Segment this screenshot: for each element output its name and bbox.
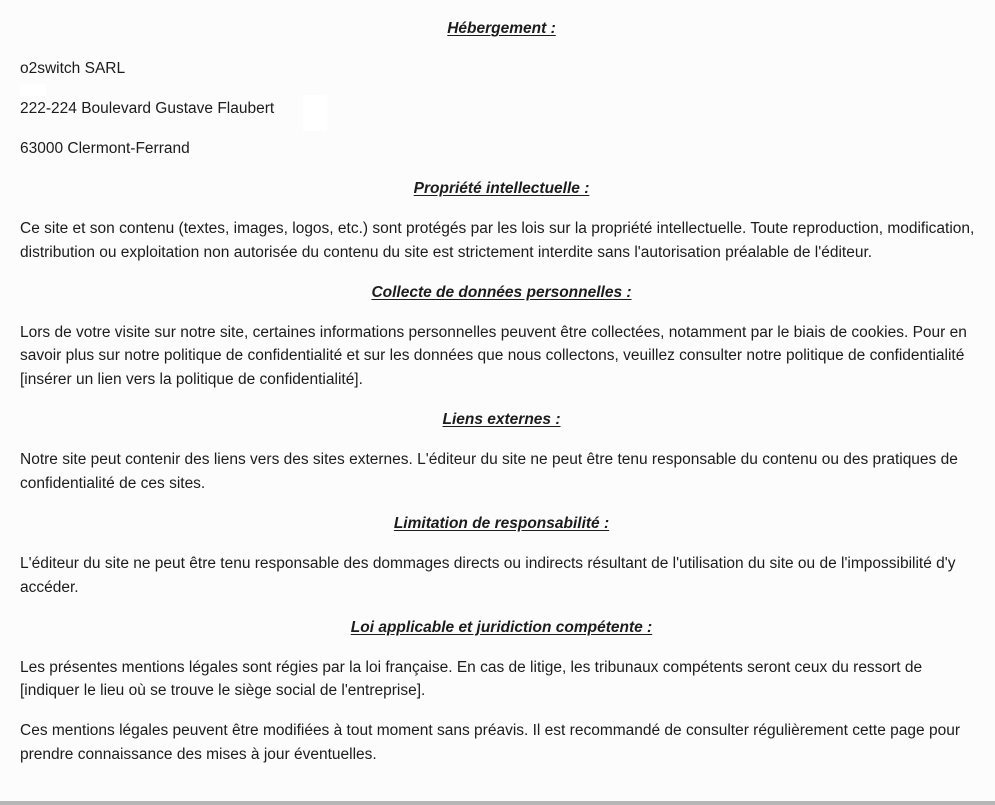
heading-hebergement: Hébergement :: [447, 20, 556, 37]
heading-loi-applicable: Loi applicable et juridiction compétente :: [350, 618, 653, 636]
bottom-border: [0, 801, 995, 805]
heading-liens-externes: Liens externes :: [442, 411, 561, 429]
host-name-line: o2switch SARL: [20, 60, 126, 77]
paragraph-propriete-intellectuelle: Ce site et son contenu (textes, images, logos, etc.) sont protégés par les lois sur la propriété intellectuelle. Toute reproduction, modification, distribution ou exploitation non autorisée du contenu du site est strictement interdite sans l'autorisation préalable de l'éditeur.: [20, 220, 975, 261]
heading-limitation-responsabilite: Limitation de responsabilité :: [393, 514, 610, 532]
paragraph-limitation-responsabilite: L'éditeur du site ne peut être tenu responsable des dommages directs ou indirects résultant de l'utilisation du site ou de l'impossibilité d'y accéder.: [20, 554, 956, 596]
host-address-line: 222-224 Boulevard Gustave Flaubert: [20, 100, 275, 117]
paragraph-collecte-donnees: Lors de votre visite sur notre site, certaines informations personnelles peuvent être collectées, notamment par le biais de cookies. Pour en savoir plus sur notre politique de confidentialité et sur les données que nous collectons, veuillez consulter notre politique de confidentialité [insérer un lien vers la politique de confidentialité].: [20, 323, 967, 389]
paragraph-liens-externes: Notre site peut contenir des liens vers des sites externes. L'éditeur du site ne peut être tenu responsable du contenu ou des pratiques de confidentialité de ces sites.: [20, 451, 958, 492]
heading-collecte-donnees: Collecte de données personnelles :: [371, 283, 632, 301]
heading-propriete-intellectuelle: Propriété intellectuelle :: [413, 180, 590, 197]
paragraph-loi-applicable: Les présentes mentions légales sont régies par la loi française. En cas de litige, les tribunaux compétents seront ceux du ressort de [indiquer le lieu où se trouve le siège social de l'entreprise].: [20, 658, 923, 700]
host-city-line: 63000 Clermont-Ferrand: [20, 140, 190, 157]
paragraph-modifications: Ces mentions légales peuvent être modifiées à tout moment sans préavis. Il est recommandé de consulter régulièrement cette page pour prendre connaissance des mises à jour éventuelles.: [20, 722, 960, 763]
